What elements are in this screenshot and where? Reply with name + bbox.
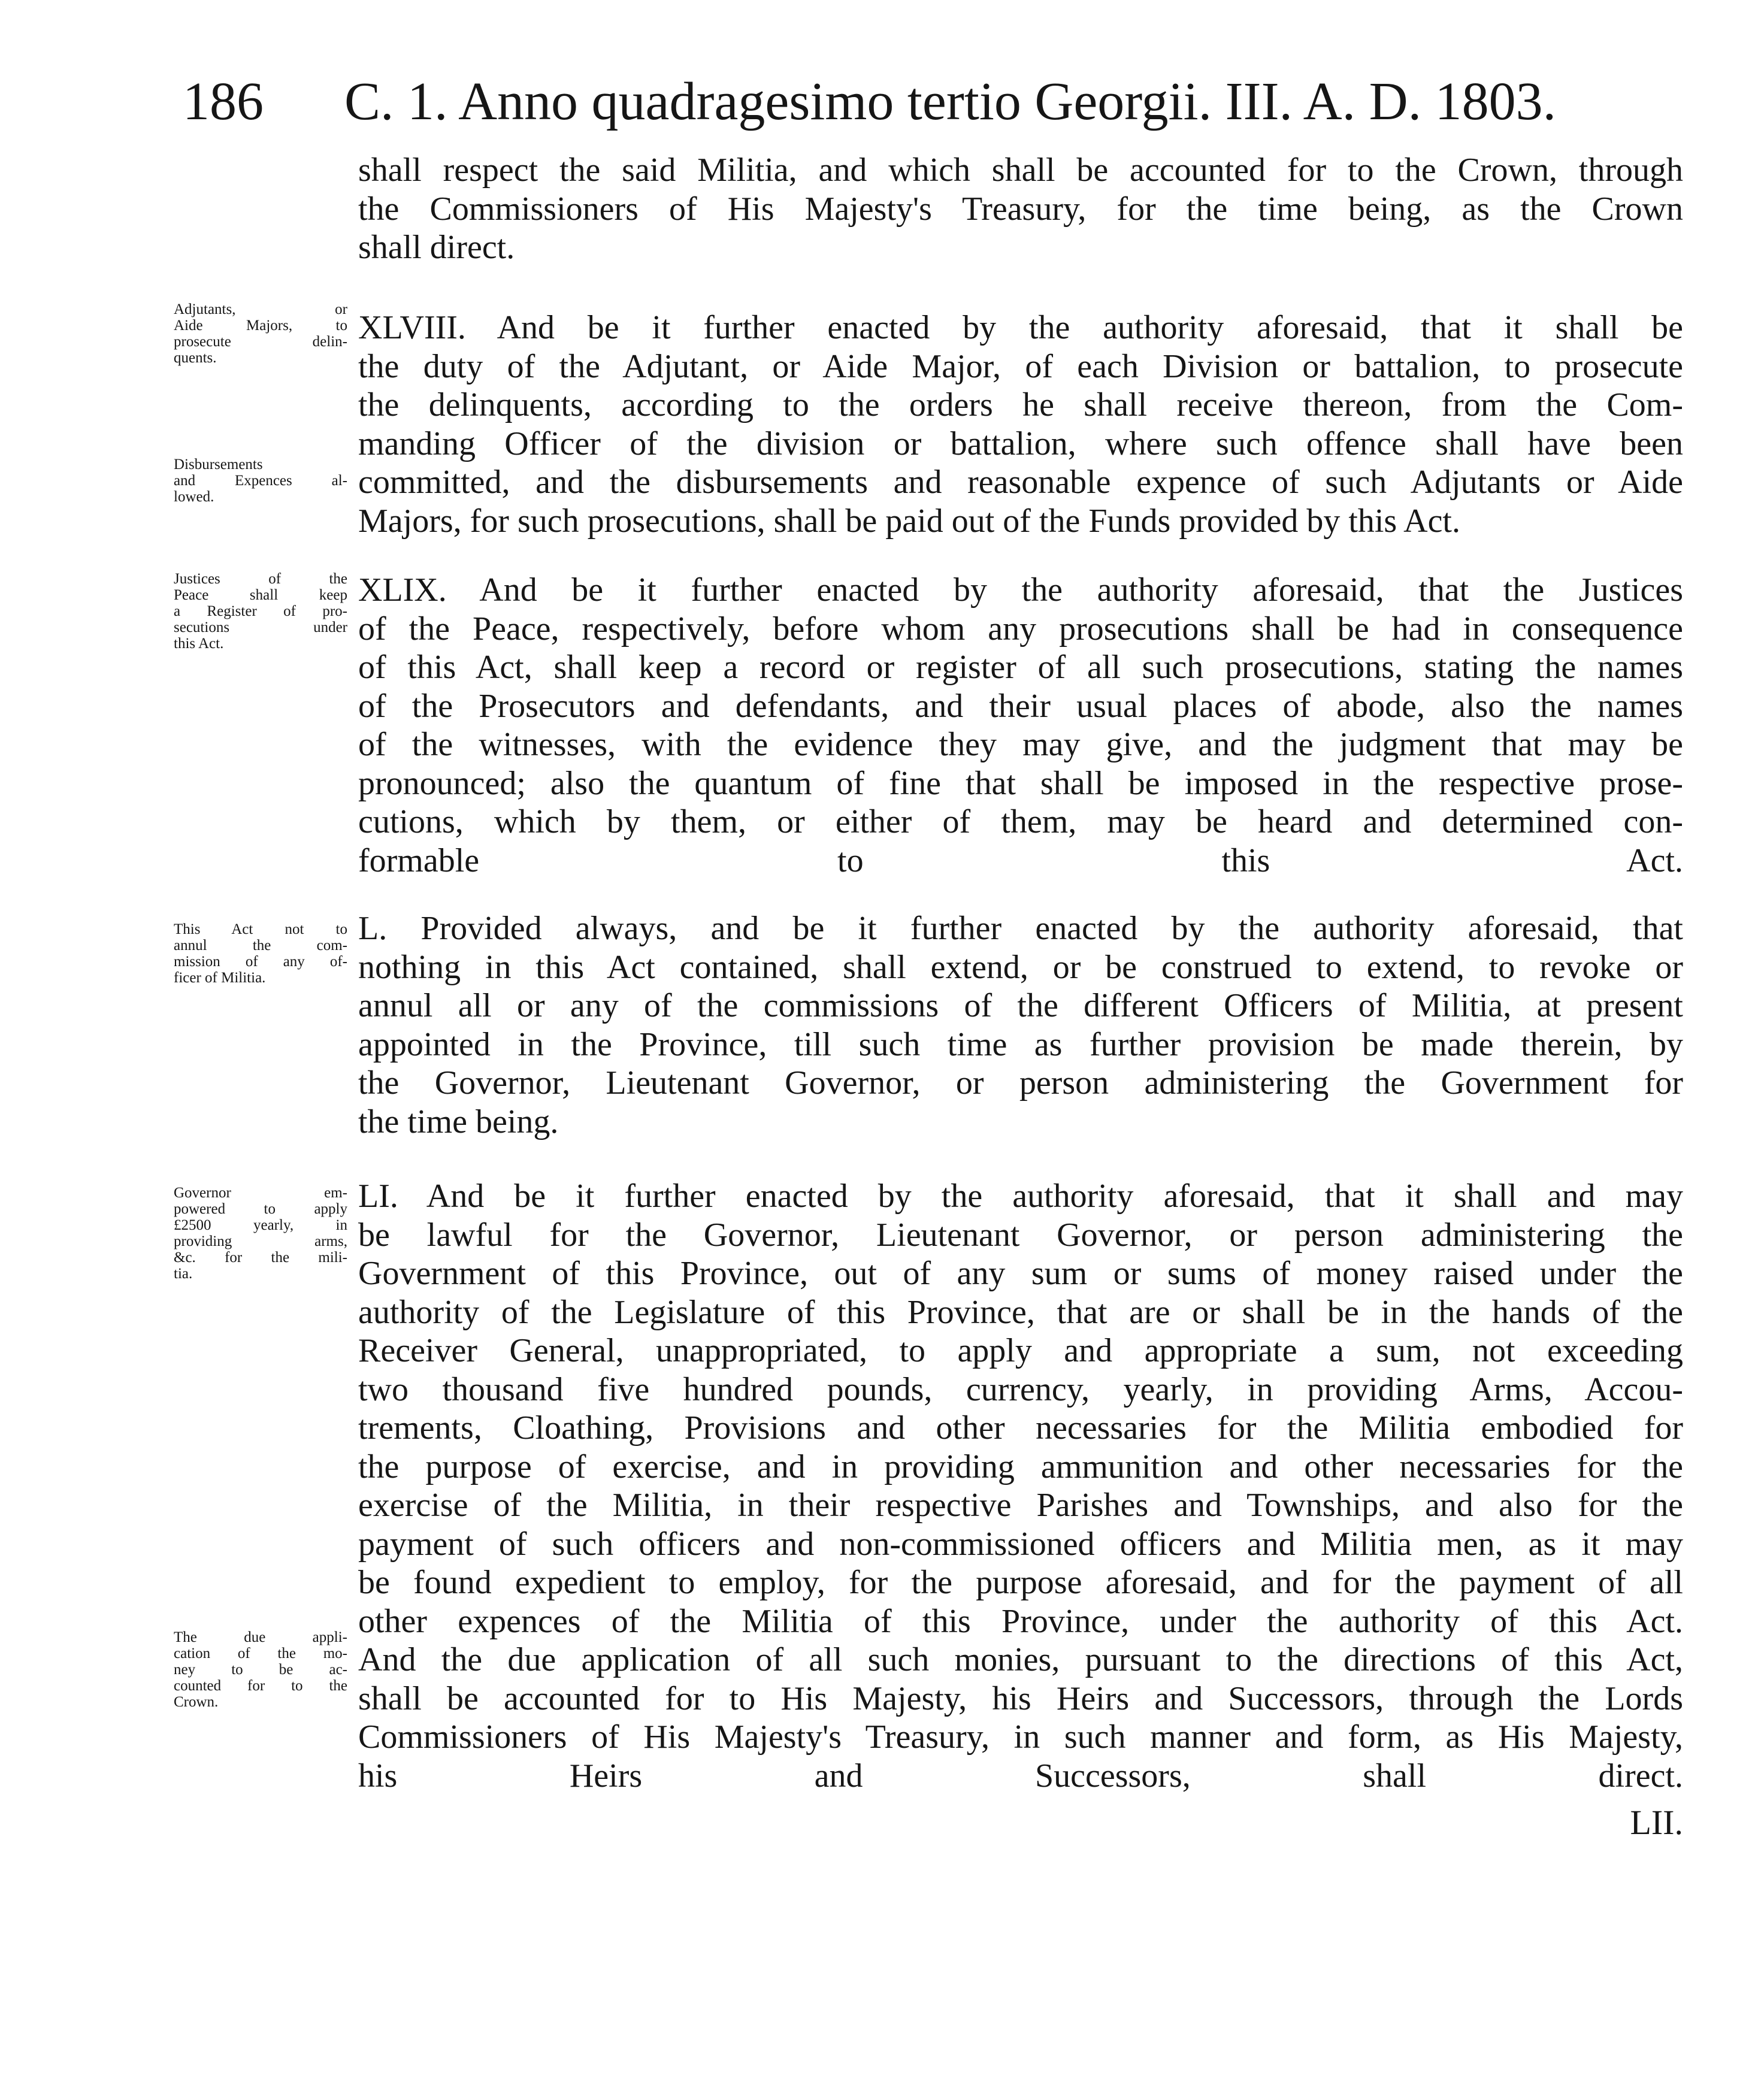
text-line: be found expedient to employ, for the purpose aforesaid, and for the payment of all: [358, 1564, 1683, 1601]
text-line: committed, and the disbursements and reasonable expence of such Adjutants or Aide: [358, 464, 1683, 501]
text-line: Government of this Province, out of any sum or sums of money raised under the: [358, 1255, 1683, 1292]
running-header: [183, 66, 1683, 138]
text-line: the time being.: [358, 1103, 559, 1140]
section-xlviii: [358, 308, 1683, 540]
margin-note-line: and Expences al-: [174, 473, 347, 489]
margin-note-line: a Register of pro-: [174, 603, 347, 619]
text-line: the duty of the Adjutant, or Aide Major, of each Division or battalion, to prosecute: [358, 347, 1683, 385]
margin-note-line: quents.: [174, 350, 217, 366]
margin-note-line: this Act.: [174, 636, 224, 652]
margin-note-line: Crown.: [174, 1694, 219, 1710]
margin-note-line: This Act not to: [174, 921, 347, 937]
text-line: exercise of the Militia, in their respective Parishes and Townships, and also for the: [358, 1487, 1683, 1524]
text-line: the purpose of exercise, and in providing ammunition and other necessaries for the: [358, 1448, 1683, 1485]
text-line: appointed in the Province, till such time as further provision be made therein, by: [358, 1025, 1683, 1063]
margin-note: [174, 301, 347, 366]
text-line: L. Provided always, and be it further enacted by the authority aforesaid, that: [358, 910, 1683, 947]
text-line: [358, 1795, 1683, 1834]
margin-note-line: ney to be ac-: [174, 1662, 347, 1678]
margin-note-line: powered to apply: [174, 1201, 347, 1217]
text-line: authority of the Legislature of this Province, that are or shall be in the hands of the: [358, 1293, 1683, 1331]
margin-note-line: lowed.: [174, 489, 214, 505]
margin-note: [174, 1185, 347, 1282]
text-line: pronounced; also the quantum of fine that shall be imposed in the respective prose-: [358, 764, 1683, 802]
margin-note-line: Disbursements: [174, 456, 263, 473]
margin-note-line: Adjutants, or: [174, 301, 347, 317]
text-line: of the witnesses, with the evidence they may give, and the judgment that may be: [358, 726, 1683, 763]
section-li: [358, 1177, 1683, 1834]
margin-note-line: annul the com-: [174, 937, 347, 954]
margin-note-line: Aide Majors, to: [174, 317, 347, 334]
margin-note-line: mission of any of-: [174, 954, 347, 970]
text-line: annul all or any of the commissions of the different Officers of Militia, at present: [358, 987, 1683, 1024]
text-line: trements, Cloathing, Provisions and other necessaries for the Militia embodied for: [358, 1409, 1683, 1447]
margin-note-line: prosecute delin-: [174, 334, 347, 350]
text-line: XLIX. And be it further enacted by the authority aforesaid, that the Justices: [358, 571, 1683, 609]
text-line: LI. And be it further enacted by the authority aforesaid, that it shall and may: [358, 1178, 1683, 1215]
text-line: two thousand five hundred pounds, currency, yearly, in providing Arms, Accou-: [358, 1370, 1683, 1408]
text-line: XLVIII. And be it further enacted by the authority aforesaid, that it shall be: [358, 309, 1683, 346]
text-line: Commissioners of His Majesty's Treasury, in such manner and form, as His Majesty,: [358, 1718, 1683, 1756]
margin-note: [174, 1629, 347, 1710]
running-title: C. 1. Anno quadragesimo tertio Georgii. III. A. D. 1803.: [344, 72, 1557, 131]
margin-note-line: Governor em-: [174, 1185, 347, 1201]
text-line: be lawful for the Governor, Lieutenant Governor, or person administering the: [358, 1216, 1683, 1254]
margin-note: [174, 456, 347, 505]
text-line: Majors, for such prosecutions, shall be paid out of the Funds provided by this Act.: [358, 502, 1460, 540]
margin-note-line: cation of the mo-: [174, 1645, 347, 1662]
text-line: other expences of the Militia of this Province, under the authority of this Act.: [358, 1602, 1683, 1640]
margin-note-line: ficer of Militia.: [174, 970, 266, 986]
margin-note: [174, 921, 347, 986]
text-line: manding Officer of the division or battalion, where such offence shall have been: [358, 425, 1683, 462]
margin-note-line: secutions under: [174, 619, 347, 636]
text-line: shall respect the said Militia, and which shall be accounted for to the Crown, through: [358, 152, 1683, 189]
section-l: [358, 909, 1683, 1141]
margin-note-line: The due appli-: [174, 1629, 347, 1645]
margin-note-line: &c. for the mili-: [174, 1249, 347, 1266]
text-line: And the due application of all such monies, pursuant to the directions of this Act,: [358, 1641, 1683, 1678]
section-continuation: [358, 151, 1683, 267]
text-line: of this Act, shall keep a record or register of all such prosecutions, stating the names: [358, 649, 1683, 686]
margin-note-line: counted for to the: [174, 1678, 347, 1694]
margin-note-line: providing arms,: [174, 1233, 347, 1249]
text-line: the Governor, Lieutenant Governor, or person administering the Government for: [358, 1064, 1683, 1102]
text-line: his Heirs and Successors, shall direct.: [358, 1757, 1683, 1795]
page-number: 186: [183, 72, 264, 131]
text-line: shall be accounted for to His Majesty, his Heirs and Successors, through the Lords: [358, 1680, 1683, 1717]
text-line: payment of such officers and non-commissioned officers and Militia men, as it may: [358, 1525, 1683, 1563]
text-line: Receiver General, unappropriated, to apply and appropriate a sum, not exceeding: [358, 1332, 1683, 1369]
margin-note-line: tia.: [174, 1266, 193, 1282]
margin-note-line: Peace shall keep: [174, 587, 347, 603]
text-line: of the Peace, respectively, before whom any prosecutions shall be had in consequence: [358, 610, 1683, 647]
text-line: formable to this Act.: [358, 842, 1683, 879]
catchword: LII.: [1630, 1803, 1683, 1842]
text-line: nothing in this Act contained, shall extend, or be construed to extend, to revoke or: [358, 948, 1683, 986]
text-line: cutions, which by them, or either of them, may be heard and determined con-: [358, 803, 1683, 840]
text-line: shall direct.: [358, 229, 515, 266]
text-line: the Commissioners of His Majesty's Treasury, for the time being, as the Crown: [358, 190, 1683, 228]
margin-note-line: £2500 yearly, in: [174, 1217, 347, 1233]
text-line: of the Prosecutors and defendants, and their usual places of abode, also the names: [358, 687, 1683, 725]
text-line: the delinquents, according to the orders he shall receive thereon, from the Com-: [358, 386, 1683, 423]
margin-note-line: Justices of the: [174, 571, 347, 587]
margin-note: [174, 571, 347, 652]
section-xlix: [358, 571, 1683, 919]
